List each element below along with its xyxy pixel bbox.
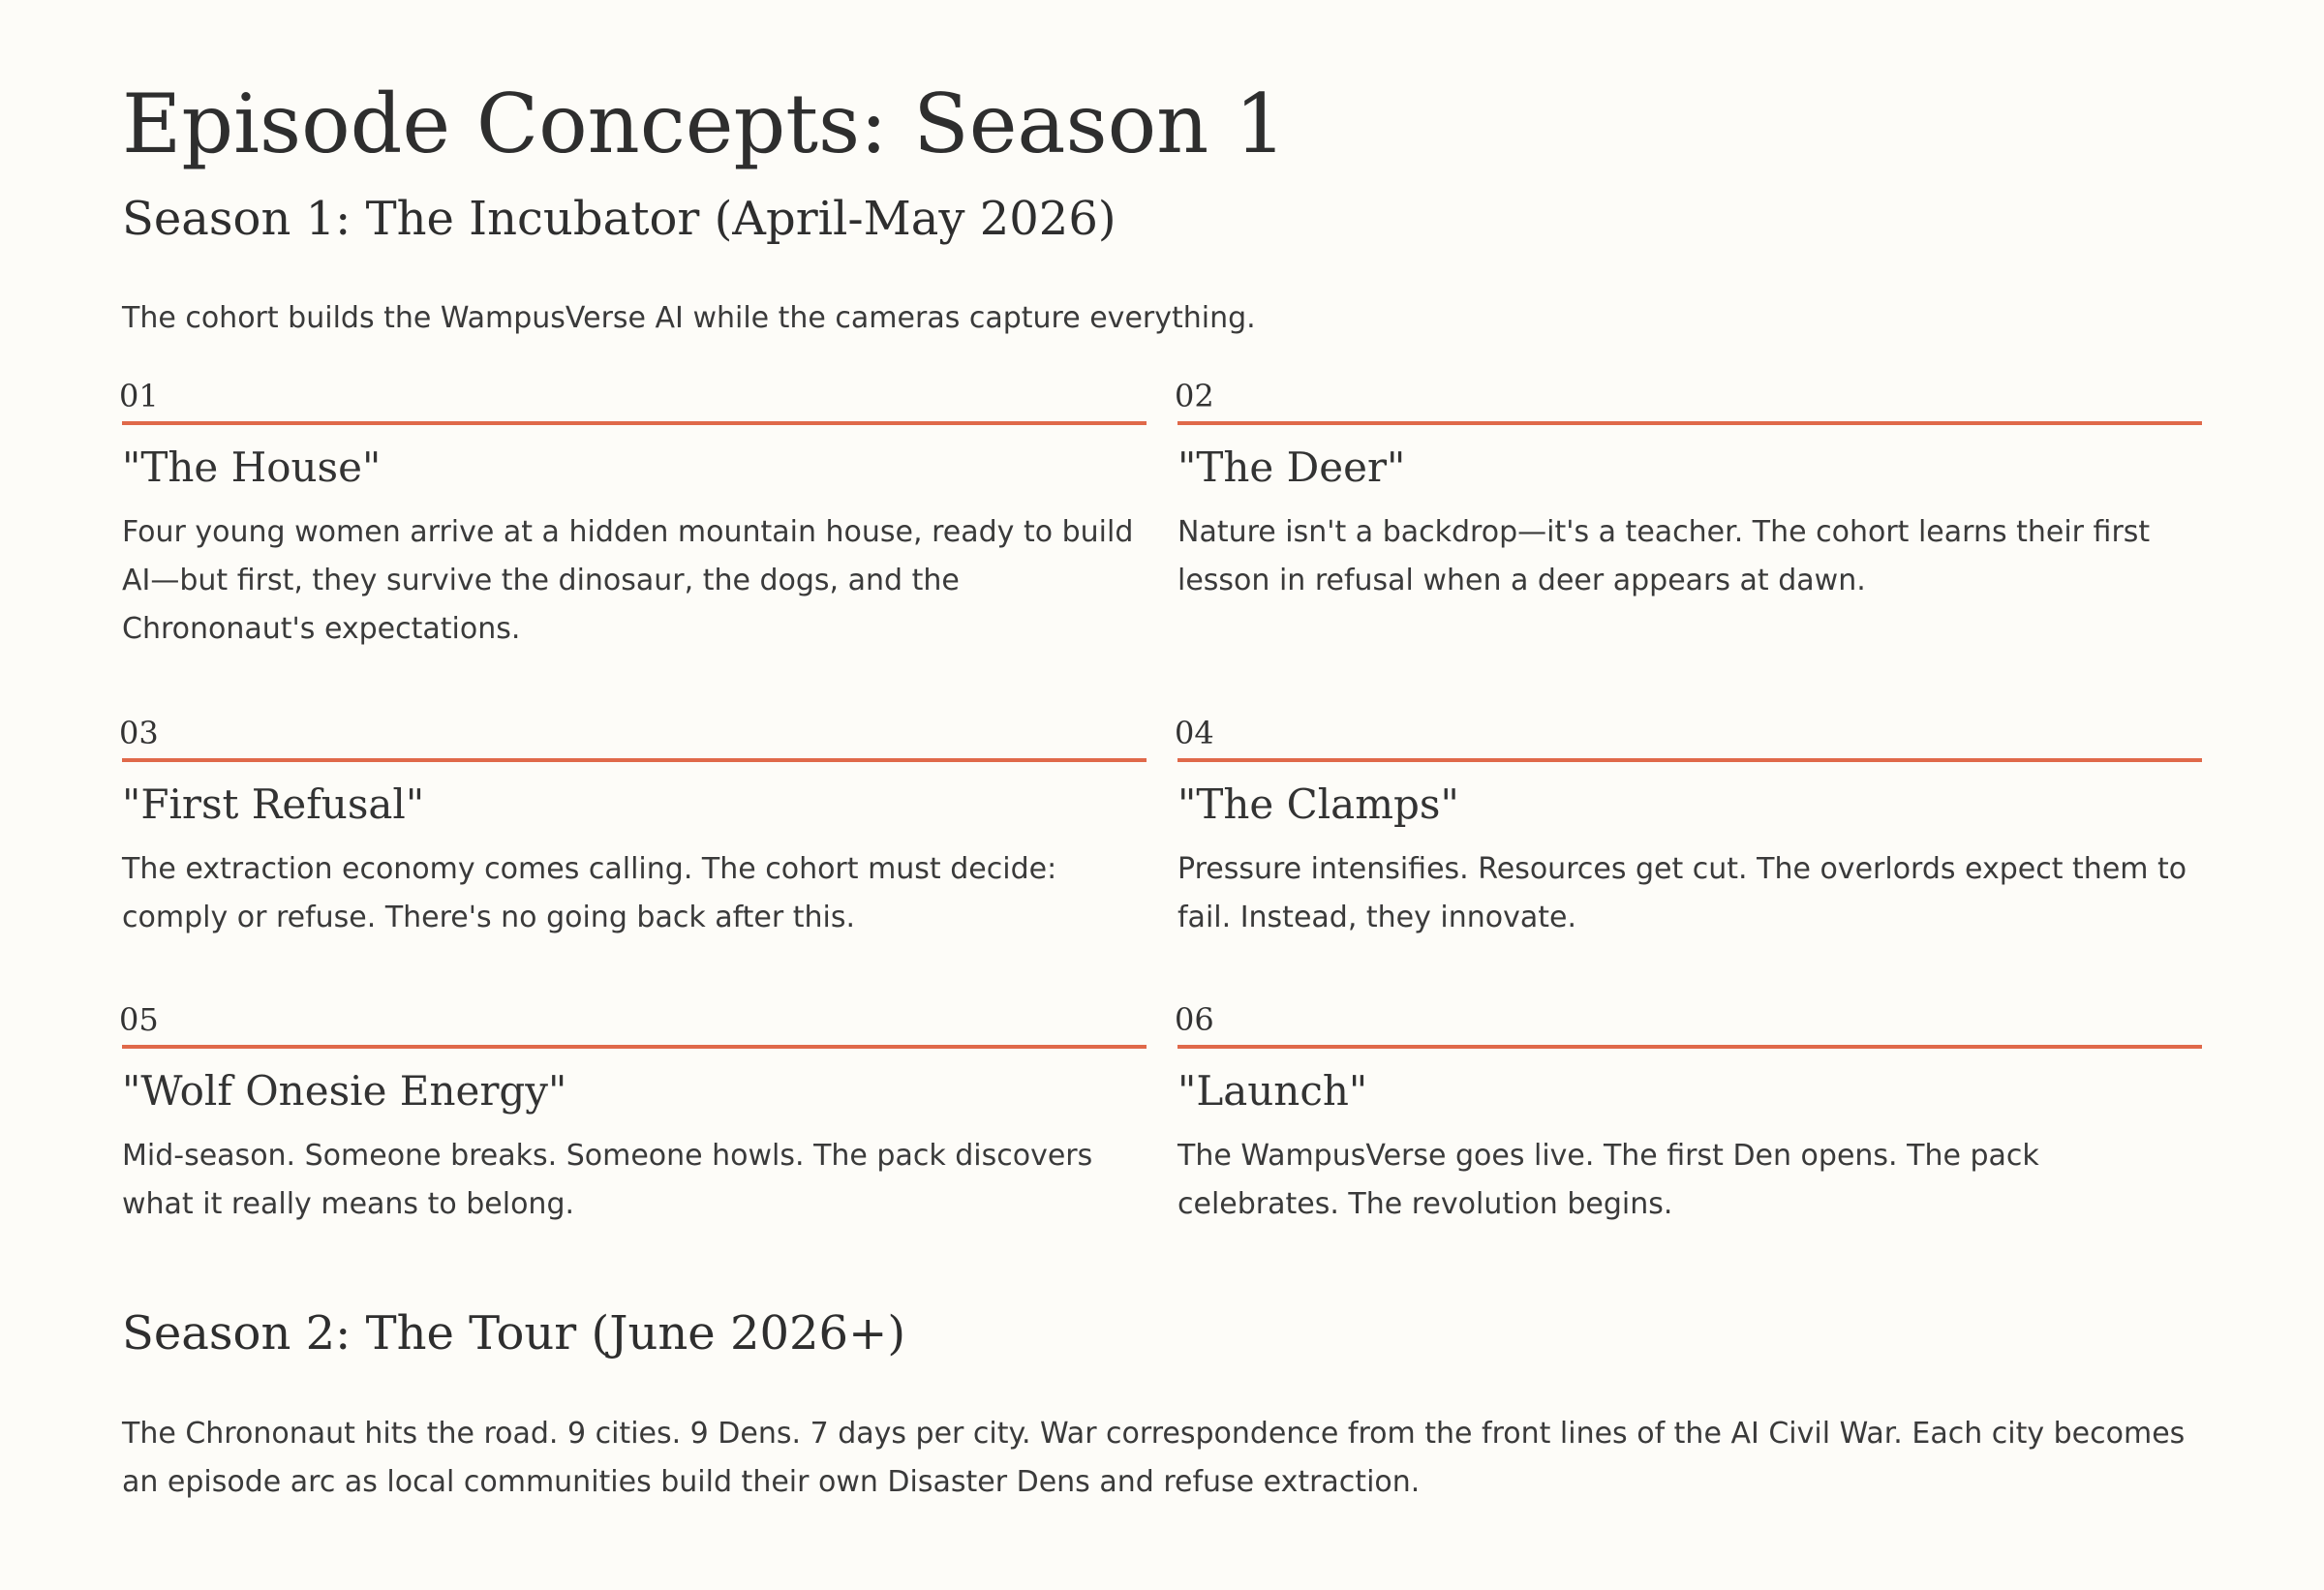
episode-divider xyxy=(122,421,1147,425)
episode-number: 06 xyxy=(1175,1001,1214,1038)
episode-title: "The House" xyxy=(122,443,382,491)
episode-title: "The Deer" xyxy=(1177,443,1406,491)
episode-title: "First Refusal" xyxy=(122,780,425,828)
episode-description: Pressure intensifies. Resources get cut. The overlords expect them to fail. Instead, they innovate. xyxy=(1177,852,2187,934)
episode-description: The WampusVerse goes live. The first Den opens. The pack celebrates. The revolution begins. xyxy=(1177,1139,2039,1221)
episode-number: 05 xyxy=(119,1001,159,1038)
episode-description: Nature isn't a backdrop—it's a teacher. The cohort learns their first lesson in refusal when a deer appears at dawn. xyxy=(1177,515,2151,597)
episode-description: Mid-season. Someone breaks. Someone howls. The pack discovers what it really means to belong. xyxy=(122,1139,1093,1221)
season-2-heading: Season 2: The Tour (June 2026+) xyxy=(122,1306,906,1361)
episode-description: The extraction economy comes calling. The cohort must decide: comply or refuse. There's no going back after this. xyxy=(122,852,1057,934)
episode-divider xyxy=(1177,758,2202,762)
episode-title: "Launch" xyxy=(1177,1067,1368,1115)
episode-description: Four young women arrive at a hidden mountain house, ready to build AI—but first, they survive the dinosaur, the dogs, and the Chrononaut's expectations. xyxy=(122,515,1134,646)
page-title: Episode Concepts: Season 1 xyxy=(122,76,1287,171)
episode-number: 03 xyxy=(119,715,159,751)
episode-divider xyxy=(1177,1045,2202,1049)
episode-title: "The Clamps" xyxy=(1177,780,1459,828)
episode-number: 04 xyxy=(1175,715,1214,751)
season-1-intro: The cohort builds the WampusVerse AI while the cameras capture everything. xyxy=(122,301,1256,335)
episode-divider xyxy=(122,758,1147,762)
episode-number: 01 xyxy=(119,378,159,414)
season-2-intro: The Chrononaut hits the road. 9 cities. 9 Dens. 7 days per city. War correspondence from the front lines of the AI Civil War. Each city becomes an episode arc as local communities build their own Disaster Dens and refuse extraction. xyxy=(122,1417,2186,1499)
episode-number: 02 xyxy=(1175,378,1214,414)
season-1-heading: Season 1: The Incubator (April-May 2026) xyxy=(122,192,1116,246)
episode-divider xyxy=(1177,421,2202,425)
episode-divider xyxy=(122,1045,1147,1049)
episode-title: "Wolf Onesie Energy" xyxy=(122,1067,567,1115)
